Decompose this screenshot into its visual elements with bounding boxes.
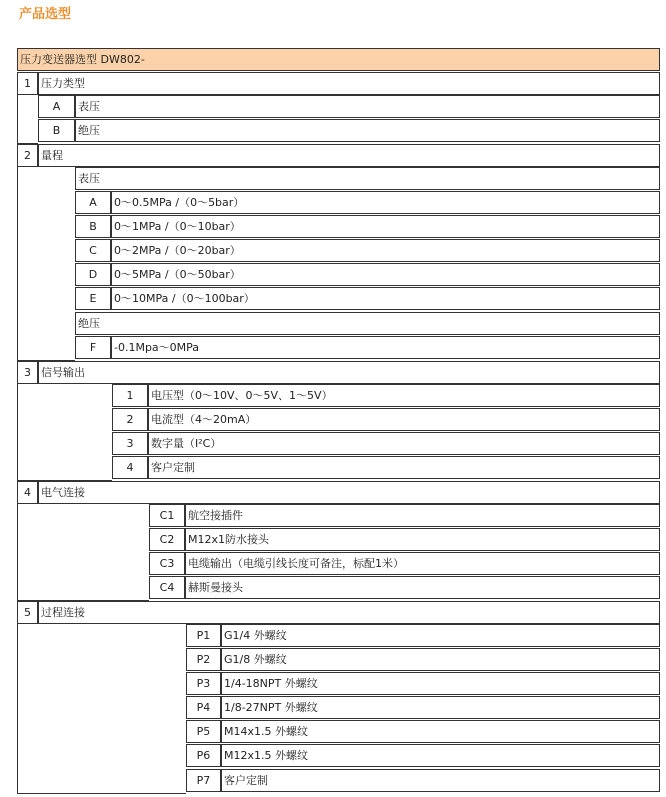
option-code: C2 xyxy=(149,528,185,551)
page-title: 产品选型 xyxy=(19,7,72,22)
section-label: 信号输出 xyxy=(38,361,660,384)
option-label: M14x1.5 外螺纹 xyxy=(221,720,660,743)
table-header: 压力变送器选型 DW802- xyxy=(17,48,660,71)
range-group-label: 绝压 xyxy=(75,312,660,335)
option-label: 0～1MPa /（0～10bar） xyxy=(111,215,660,238)
option-label: 0～5MPa /（0～50bar） xyxy=(111,263,660,286)
option-code: P3 xyxy=(186,672,221,695)
option-label: 表压 xyxy=(75,95,660,118)
option-code: P4 xyxy=(186,696,221,719)
option-label: M12x1防水接头 xyxy=(185,528,660,551)
option-code: 3 xyxy=(112,432,148,455)
option-code: P5 xyxy=(186,720,221,743)
option-label: 客户定制 xyxy=(148,456,660,479)
section-number: 2 xyxy=(17,144,38,167)
option-code: A xyxy=(75,191,111,214)
section-number: 4 xyxy=(17,481,38,504)
option-label: 数字量（I²C） xyxy=(148,432,660,455)
option-label: M12x1.5 外螺纹 xyxy=(221,744,660,767)
section-label: 电气连接 xyxy=(38,481,660,504)
section-number: 1 xyxy=(17,72,38,95)
option-code: C xyxy=(75,239,111,262)
section-label: 过程连接 xyxy=(38,601,660,624)
option-label: 电压型（0～10V、0～5V、1～5V） xyxy=(148,384,660,407)
option-label: G1/8 外螺纹 xyxy=(221,648,660,671)
section-number: 3 xyxy=(17,361,38,384)
indent-spacer xyxy=(17,384,112,481)
option-code: B xyxy=(75,215,111,238)
option-code: C1 xyxy=(149,504,185,527)
option-label: 1/8-27NPT 外螺纹 xyxy=(221,696,660,719)
option-code: C4 xyxy=(149,576,185,599)
indent-spacer xyxy=(17,504,149,601)
option-code: P6 xyxy=(186,744,221,767)
option-code: E xyxy=(75,287,111,310)
option-code: D xyxy=(75,263,111,286)
option-code: P2 xyxy=(186,648,221,671)
indent-spacer xyxy=(17,95,38,144)
option-label: 电流型（4～20mA） xyxy=(148,408,660,431)
option-label: 0～0.5MPa /（0～5bar） xyxy=(111,191,660,214)
option-code: A xyxy=(38,95,75,118)
option-code: C3 xyxy=(149,552,185,575)
option-label: 客户定制 xyxy=(221,769,660,792)
option-code: P1 xyxy=(186,624,221,647)
section-label: 压力类型 xyxy=(38,72,660,95)
option-label: 0～2MPa /（0～20bar） xyxy=(111,239,660,262)
section-number: 5 xyxy=(17,601,38,624)
option-label: 绝压 xyxy=(75,119,660,142)
range-group-label: 表压 xyxy=(75,167,660,190)
option-label: 电缆输出（电缆引线长度可备注，标配1米） xyxy=(185,552,660,575)
option-code: 1 xyxy=(112,384,148,407)
option-code: F xyxy=(75,336,111,359)
option-label: 1/4-18NPT 外螺纹 xyxy=(221,672,660,695)
option-label: 航空接插件 xyxy=(185,504,660,527)
option-code: 2 xyxy=(112,408,148,431)
option-code: 4 xyxy=(112,456,148,479)
indent-spacer xyxy=(17,624,186,794)
indent-spacer xyxy=(17,167,75,361)
option-label: G1/4 外螺纹 xyxy=(221,624,660,647)
option-label: 赫斯曼接头 xyxy=(185,576,660,599)
option-label: -0.1Mpa～0MPa xyxy=(111,336,660,359)
option-code: B xyxy=(38,119,75,142)
option-code: P7 xyxy=(186,769,221,792)
section-label: 量程 xyxy=(38,144,660,167)
option-label: 0～10MPa /（0～100bar） xyxy=(111,287,660,310)
